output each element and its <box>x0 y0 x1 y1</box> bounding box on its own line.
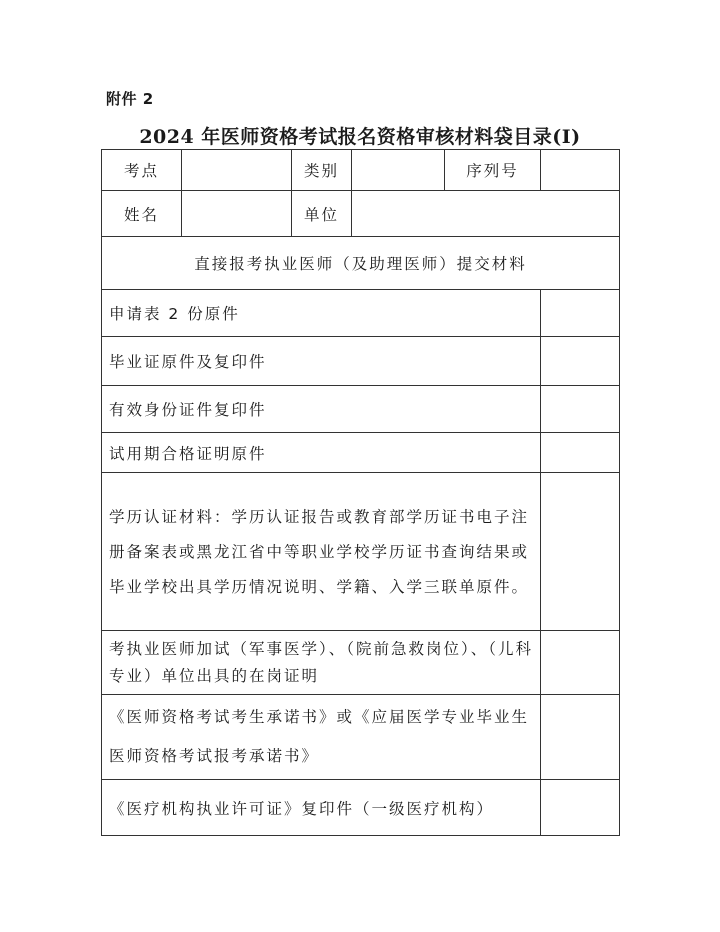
category-field[interactable] <box>352 150 445 191</box>
item-medical-institution-license: 《医疗机构执业许可证》复印件（一级医疗机构） <box>102 780 541 836</box>
item-checkbox-cell[interactable] <box>541 631 620 695</box>
list-item <box>102 337 620 386</box>
header-row-1 <box>102 150 620 191</box>
section-title: 直接报考执业医师（及助理医师）提交材料 <box>102 237 620 290</box>
item-education-verification: 学历认证材料：学历认证报告或教育部学历证书电子注册备案表或黑龙江省中等职业学校学历证书查询结果或毕业学校出具学历情况说明、学籍、入学三联单原件。 <box>102 473 541 631</box>
item-checkbox-cell[interactable] <box>541 695 620 780</box>
list-item <box>102 631 620 695</box>
item-checkbox-cell[interactable] <box>541 290 620 337</box>
list-item <box>102 433 620 473</box>
category-label: 类别 <box>292 150 352 191</box>
attachment-label: 附件 2 <box>106 90 154 108</box>
list-item <box>102 290 620 337</box>
document-title: 2024 年医师资格考试报名资格审核材料袋目录(I) <box>139 126 581 148</box>
item-checkbox-cell[interactable] <box>541 473 620 631</box>
list-item <box>102 695 620 780</box>
item-checkbox-cell[interactable] <box>541 386 620 433</box>
serial-number-field[interactable] <box>541 150 620 191</box>
unit-field[interactable] <box>352 191 620 237</box>
list-item <box>102 780 620 836</box>
item-checkbox-cell[interactable] <box>541 433 620 473</box>
item-graduation-certificate: 毕业证原件及复印件 <box>102 337 541 386</box>
item-id-copy: 有效身份证件复印件 <box>102 386 541 433</box>
exam-site-field[interactable] <box>182 150 292 191</box>
item-commitment-letter: 《医师资格考试考生承诺书》或《应届医学专业毕业生医师资格考试报考承诺书》 <box>102 695 541 780</box>
item-application-form: 申请表 2 份原件 <box>102 290 541 337</box>
item-probation-certificate: 试用期合格证明原件 <box>102 433 541 473</box>
list-item <box>102 386 620 433</box>
header-row-2 <box>102 191 620 237</box>
exam-site-label: 考点 <box>102 150 182 191</box>
item-on-duty-certificate: 考执业医师加试（军事医学）、（院前急救岗位）、（儿科专业）单位出具的在岗证明 <box>102 631 541 695</box>
name-field[interactable] <box>182 191 292 237</box>
serial-number-label: 序列号 <box>445 150 541 191</box>
item-checkbox-cell[interactable] <box>541 780 620 836</box>
materials-table <box>101 149 620 836</box>
section-row <box>102 237 620 290</box>
list-item <box>102 473 620 631</box>
name-label: 姓名 <box>102 191 182 237</box>
item-checkbox-cell[interactable] <box>541 337 620 386</box>
unit-label: 单位 <box>292 191 352 237</box>
